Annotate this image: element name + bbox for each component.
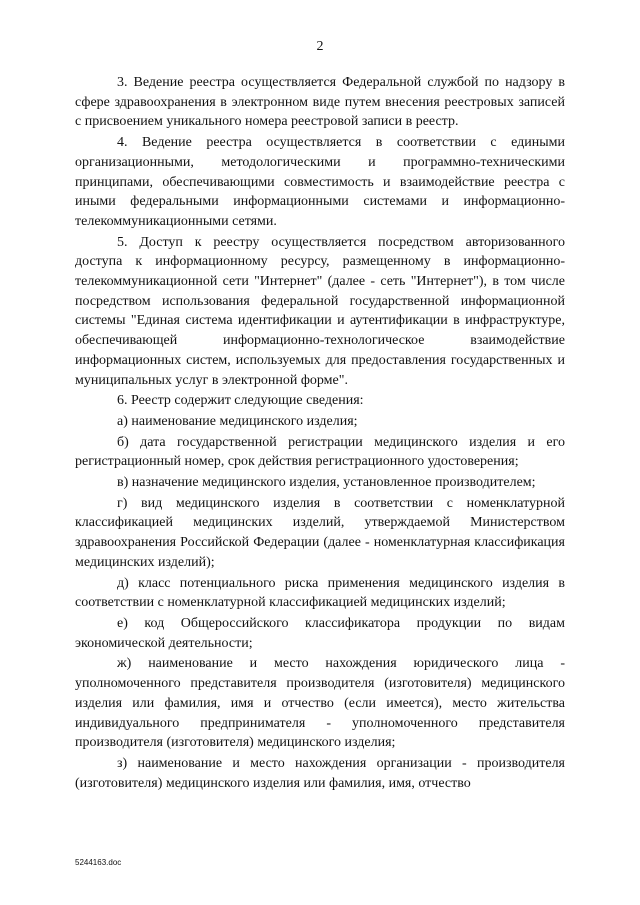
list-item-zh: ж) наименование и место нахождения юридического лица - уполномоченного представителя производителя (изготовителя) медицинского изделия или фамилия, имя и отчество (если имеется), место жительства индивидуального предпринимателя - уполномоченного представителя производителя (изготовителя) медицинского изделия;: [75, 656, 565, 751]
paragraph-3-registry-maintenance: 3. Ведение реестра осуществляется Федеральной службой по надзору в сфере здравоохранения в электронном виде путем внесения реестровых записей с присвоением уникального номера реестровой записи в реестр.: [75, 75, 565, 130]
paragraph-4-registry-principles: 4. Ведение реестра осуществляется в соответствии с едиными организационными, методологическими и программно-техническими принципами, обеспечивающими совместимость и взаимодействие реестра с иными федеральными информационными системами и информационно-телекоммуникационными сетями.: [75, 135, 565, 229]
list-item-e: е) код Общероссийского классификатора продукции по видам экономической деятельности;: [75, 615, 565, 651]
list-item-g: г) вид медицинского изделия в соответствии с номенклатурной классификацией медицинских изделий, утверждаемой Министерством здравоохранения Российской Федерации (далее - номенклатурная классификация медицинских изделий);: [75, 495, 565, 570]
list-item-a: а) наименование медицинского изделия;: [117, 413, 358, 429]
page-number: 2: [316, 39, 324, 54]
list-item-d: д) класс потенциального риска применения медицинского изделия в соответствии с номенклатурной классификацией медицинских изделий;: [75, 575, 565, 611]
list-item-b: б) дата государственной регистрации медицинского изделия и его регистрационный номер, срок действия регистрационного удостоверения;: [75, 434, 565, 470]
document-body: [75, 73, 565, 793]
paragraph-5-registry-access: 5. Доступ к реестру осуществляется посредством авторизованного доступа к информационному ресурсу, размещенному в информационно-телекоммуникационной сети "Интернет" (далее - сеть "Интернет"), в том числе посредством использования федеральной государственной информационной системы "Единая система идентификации и аутентификации в инфраструктуре, обеспечивающей информационно-технологическое взаимодействие информационных систем, используемых для предоставления государственных и муниципальных услуг в электронной форме".: [75, 234, 565, 388]
list-item-v: в) назначение медицинского изделия, установленное производителем;: [117, 475, 536, 491]
paragraph-6-registry-contents: 6. Реестр содержит следующие сведения:: [117, 393, 364, 409]
document-file-code: 5244163.doc: [75, 858, 122, 867]
list-item-z: з) наименование и место нахождения организации - производителя (изготовителя) медицинского изделия или фамилия, имя, отчество: [75, 755, 565, 791]
